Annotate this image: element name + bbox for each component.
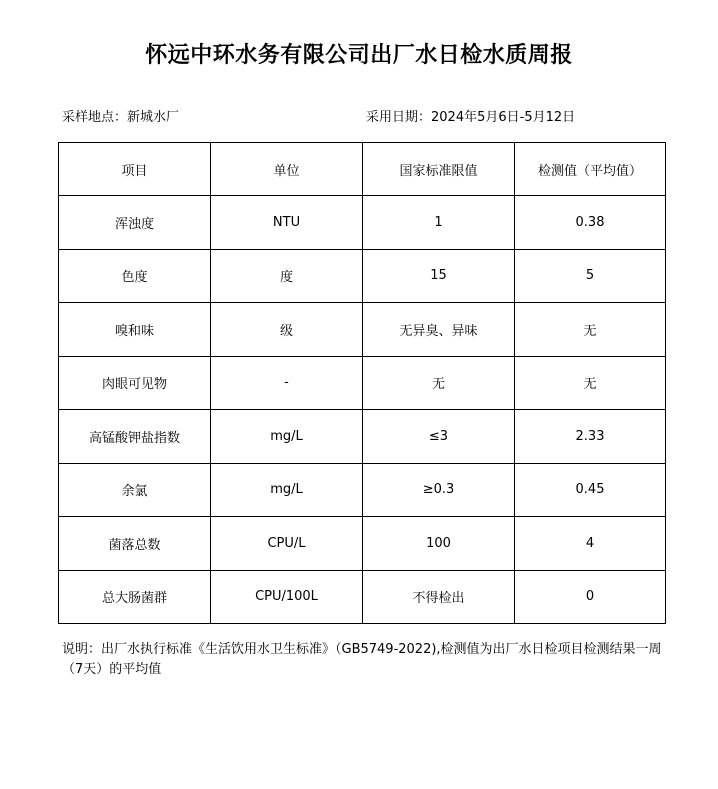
cell-standard: 无异臭、异味	[363, 303, 515, 357]
report-title: 怀远中环水务有限公司出厂水日检水质周报	[145, 43, 573, 68]
table-row	[59, 463, 666, 517]
header-standard: 国家标准限值	[363, 143, 515, 196]
cell-unit: 度	[211, 249, 363, 303]
table-row	[59, 356, 666, 410]
header-value: 检测值（平均值）	[515, 143, 666, 196]
cell-item: 色度	[59, 249, 211, 303]
cell-item: 嗅和味	[59, 303, 211, 357]
cell-unit: CPU/L	[211, 517, 363, 571]
table-row	[59, 303, 666, 357]
water-quality-table	[58, 142, 666, 624]
cell-value: 4	[515, 517, 666, 571]
cell-item: 浑浊度	[59, 196, 211, 250]
sampling-date: 采用日期：2024年5月6日-5月12日	[366, 110, 576, 125]
table-row	[59, 410, 666, 464]
cell-standard: 15	[363, 249, 515, 303]
header-item: 项目	[59, 143, 211, 196]
cell-unit: mg/L	[211, 463, 363, 517]
table-header-row	[59, 143, 666, 196]
cell-standard: ≤3	[363, 410, 515, 464]
cell-item: 余氯	[59, 463, 211, 517]
cell-unit: 级	[211, 303, 363, 357]
cell-value: 0.38	[515, 196, 666, 250]
cell-value: 0.45	[515, 463, 666, 517]
cell-standard: 1	[363, 196, 515, 250]
header-unit: 单位	[211, 143, 363, 196]
cell-unit: mg/L	[211, 410, 363, 464]
table-row	[59, 517, 666, 571]
cell-item: 菌落总数	[59, 517, 211, 571]
cell-item: 总大肠菌群	[59, 570, 211, 624]
table-row	[59, 196, 666, 250]
cell-item: 肉眼可见物	[59, 356, 211, 410]
cell-standard: 无	[363, 356, 515, 410]
cell-value: 无	[515, 356, 666, 410]
cell-item: 高锰酸钾盐指数	[59, 410, 211, 464]
table-row	[59, 249, 666, 303]
cell-unit: NTU	[211, 196, 363, 250]
cell-standard: ≥0.3	[363, 463, 515, 517]
cell-standard: 100	[363, 517, 515, 571]
cell-value: 2.33	[515, 410, 666, 464]
cell-value: 5	[515, 249, 666, 303]
cell-value: 0	[515, 570, 666, 624]
table-row	[59, 570, 666, 624]
cell-value: 无	[515, 303, 666, 357]
cell-unit: -	[211, 356, 363, 410]
cell-unit: CPU/100L	[211, 570, 363, 624]
footnote: 说明：出厂水执行标准《生活饮用水卫生标准》（GB5749-2022),检测值为出厂水日检项目检测结果一周（7天）的平均值	[62, 642, 662, 677]
cell-standard: 不得检出	[363, 570, 515, 624]
sampling-location: 采样地点：新城水厂	[62, 110, 180, 125]
